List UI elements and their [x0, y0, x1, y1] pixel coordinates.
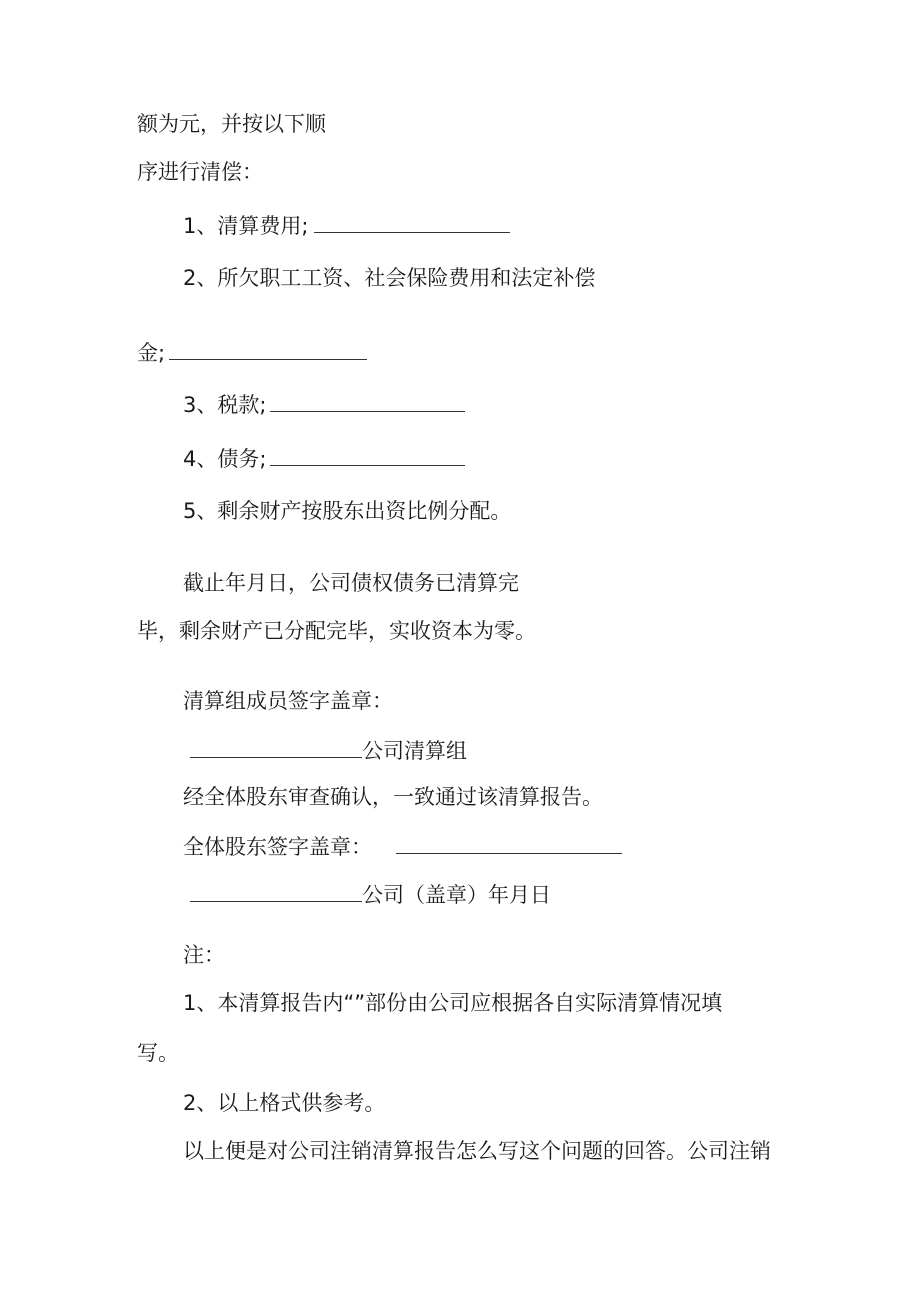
list-item: 5、剩余财产按股东出资比例分配。	[183, 499, 512, 523]
fill-blank	[190, 883, 362, 902]
text-line: 截止年月日，公司债权债务已清算完	[183, 571, 519, 595]
list-item-continuation	[137, 341, 367, 364]
fill-blank	[169, 341, 367, 360]
item-label: 4、债务;	[183, 447, 267, 471]
fill-blank	[270, 393, 465, 412]
signature-line	[183, 835, 622, 858]
text-line: 清算组成员签字盖章：	[183, 689, 393, 713]
list-item: 2、所欠职工工资、社会保险费用和法定补偿	[183, 266, 596, 290]
text-line: 以上便是对公司注销清算报告怎么写这个问题的回答。公司注销	[183, 1139, 771, 1163]
fill-blank	[270, 447, 465, 466]
signature-line	[190, 883, 551, 906]
fill-blank	[190, 739, 362, 758]
signature-label: 公司清算组	[362, 739, 467, 763]
text-line: 序进行清偿：	[137, 160, 263, 184]
note-item: 1、本清算报告内“”部份由公司应根据各自实际清算情况填	[183, 991, 723, 1015]
item-label: 3、税款;	[183, 393, 267, 417]
note-item-continuation: 写。	[137, 1041, 179, 1065]
list-item	[183, 393, 465, 416]
item-label: 1、清算费用;	[183, 214, 309, 238]
signature-label: 公司（盖章）年月日	[362, 883, 551, 907]
note-heading: 注：	[183, 943, 225, 967]
text-line: 额为元，并按以下顺	[137, 112, 326, 136]
signature-label: 全体股东签字盖章：	[183, 835, 372, 859]
list-item	[183, 214, 510, 237]
fill-blank	[396, 835, 622, 854]
fill-blank	[314, 214, 510, 233]
note-item: 2、以上格式供参考。	[183, 1091, 386, 1115]
text-line: 毕，剩余财产已分配完毕，实收资本为零。	[137, 619, 536, 643]
signature-line	[190, 739, 467, 762]
list-item	[183, 447, 465, 470]
item-label: 金;	[137, 341, 166, 365]
text-line: 经全体股东审查确认，一致通过该清算报告。	[183, 785, 603, 809]
